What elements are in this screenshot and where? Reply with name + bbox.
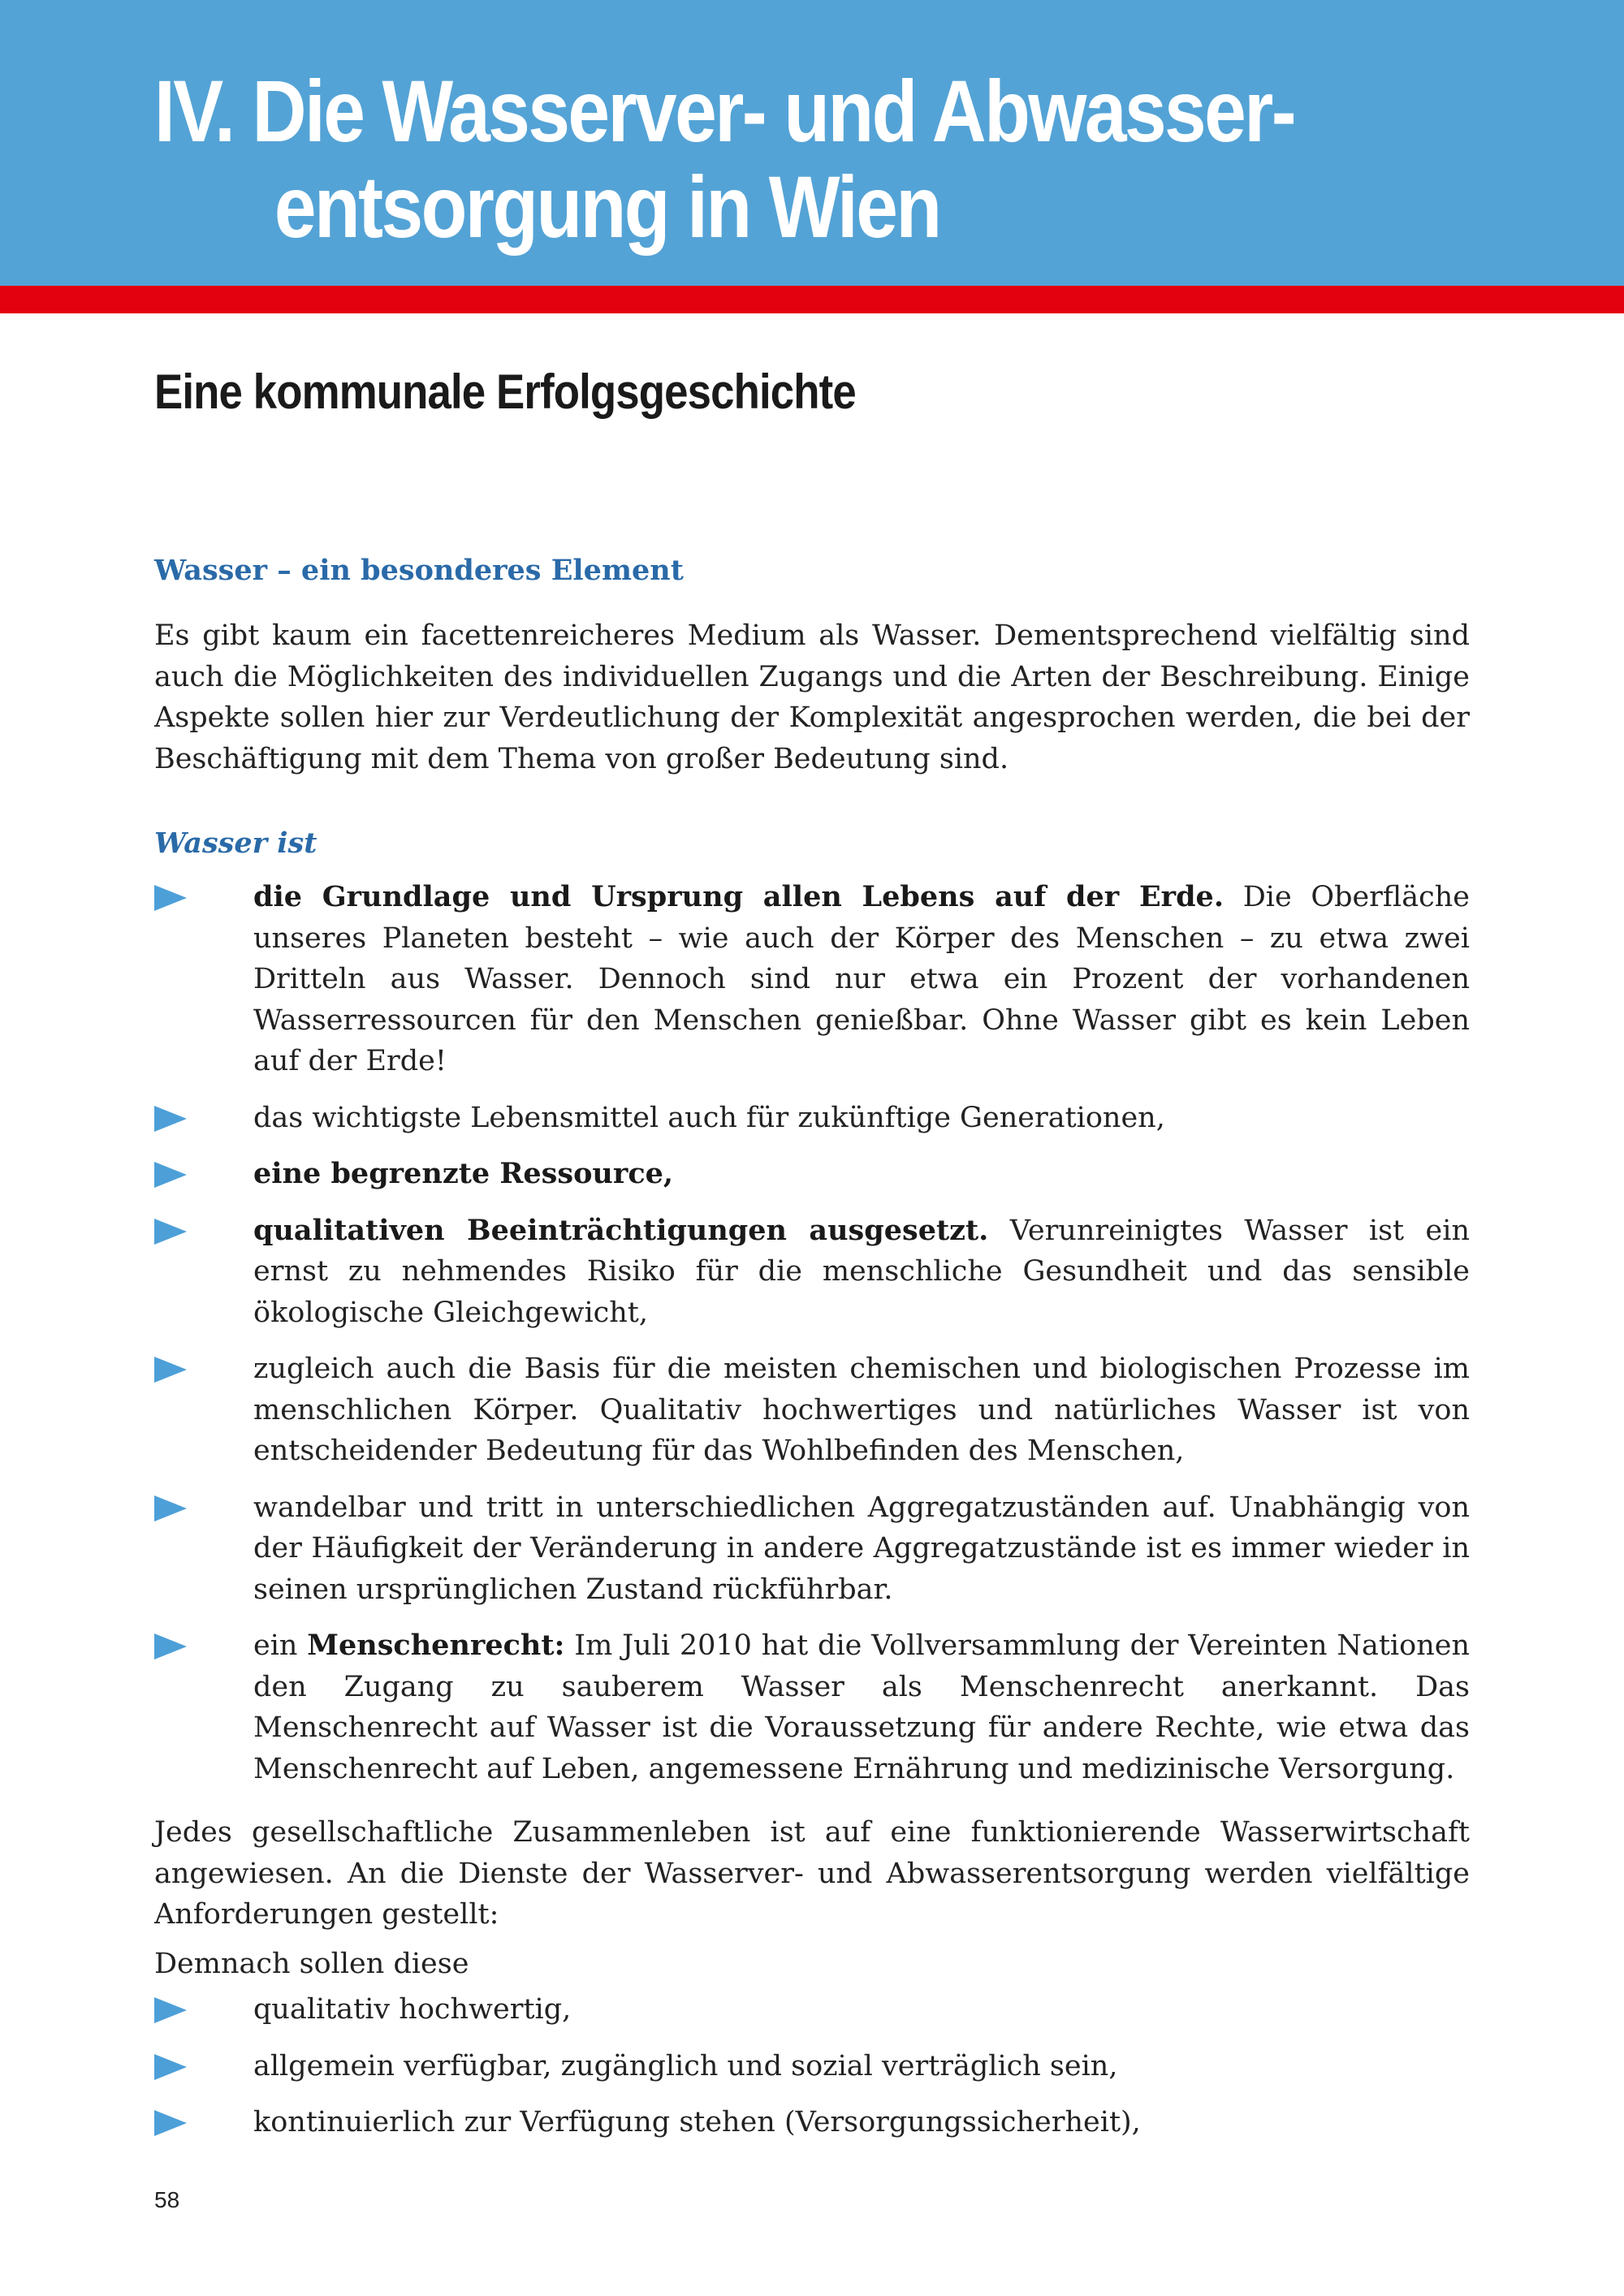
header-red-stripe <box>0 286 1624 313</box>
list-item-body: das wichtigste Lebensmittel auch für zukünftige Generationen, <box>253 1101 1165 1134</box>
list-item <box>154 1625 1470 1789</box>
intro-paragraph: Es gibt kaum ein facettenreicheres Medium als Wasser. Dementsprechend vielfältig sind auch die Möglichkeiten des individuellen Zugangs und die Arten der Beschreibung. Einige Aspekte sollen hier zur Verdeutlichung der Komplexität angesprochen werden, die bei der Beschäftigung mit dem Thema von großer Bedeutung sind. <box>154 619 1470 775</box>
list-item-text <box>253 1491 1470 1606</box>
triangle-bullet-icon <box>154 1162 187 1188</box>
requirement-item <box>154 2102 1470 2143</box>
triangle-bullet-icon <box>154 1357 187 1383</box>
closing-paragraph: Jedes gesellschaftliche Zusammenleben ist auf eine funktionierende Wasserwirtschaft angewiesen. An die Dienste der Wasserver- und Abwasserentsorgung werden vielfältige Anforderungen gestellt: <box>154 1816 1470 1931</box>
requirement-text: qualitativ hochwertig, <box>253 1993 572 2026</box>
requirement-item <box>154 1989 1470 2031</box>
list-item-text <box>253 881 1470 1077</box>
triangle-bullet-icon <box>154 1106 187 1132</box>
triangle-bullet-icon <box>154 1495 187 1521</box>
list-item-body: Im Juli 2010 hat die Vollversammlung der Vereinten Nationen den Zugang zu sauberem Wasser als Menschenrecht anerkannt. Das Menschenrecht auf Wasser ist die Voraussetzung für andere Rechte, wie etwa das Menschenrecht auf Leben, angemessene Ernährung und medizinische Versorgung. <box>253 1629 1470 1785</box>
chapter-title <box>154 63 1294 255</box>
list-item-body: Die Oberfläche unseres Planeten besteht – wie auch der Körper des Menschen – zu etwa zwei Dritteln aus Wasser. Dennoch sind nur etwa ein Prozent der vorhandenen Wasserressourcen für den Menschen genießbar. Ohne Wasser gibt es kein Leben auf der Erde! <box>253 881 1470 1077</box>
requirements-list <box>154 1989 1470 2143</box>
demnach-line: Demnach sollen diese <box>154 1947 469 1980</box>
requirement-item <box>154 2046 1470 2087</box>
list-item-text <box>253 1102 1165 1134</box>
section-heading: Wasser – ein besonderes Element <box>154 554 684 587</box>
list-item-body: zugleich auch die Basis für die meisten chemischen und biologischen Prozesse im menschlichen Körper. Qualitativ hochwertiges und natürliches Wasser ist von entscheidender Bedeutung für das Wohlbefinden des Menschen, <box>253 1353 1470 1467</box>
triangle-bullet-icon <box>154 885 187 911</box>
list-item <box>154 1154 1470 1195</box>
list-item-text <box>253 1158 673 1190</box>
list-item-bold: eine begrenzte Ressource, <box>253 1157 674 1190</box>
list-item-bold: Menschenrecht: <box>307 1629 565 1662</box>
list-item-text <box>253 1353 1470 1467</box>
main-content <box>154 550 1470 2159</box>
requirement-text: kontinuierlich zur Verfügung stehen (Versorgungssicherheit), <box>253 2106 1141 2138</box>
list-item <box>154 1487 1470 1611</box>
list-item-bold: qualitativen Beeinträchtigungen ausgesetzt. <box>253 1213 989 1247</box>
requirement-text: allgemein verfügbar, zugänglich und sozial verträglich sein, <box>253 2049 1118 2082</box>
list-item <box>154 1098 1470 1139</box>
triangle-bullet-icon <box>154 2054 187 2080</box>
list-item-text <box>253 1215 1470 1329</box>
list-item-prefix: ein <box>253 1629 308 1662</box>
list-item <box>154 1349 1470 1472</box>
triangle-bullet-icon <box>154 1997 187 2023</box>
triangle-bullet-icon <box>154 2110 187 2136</box>
page-number: 58 <box>154 2187 180 2212</box>
triangle-bullet-icon <box>154 1219 187 1245</box>
list-item <box>154 877 1470 1082</box>
chapter-title-line2: entsorgung in Wien <box>274 158 940 256</box>
list-item <box>154 1211 1470 1334</box>
list-item-body: wandelbar und tritt in unterschiedlichen Aggregatzuständen auf. Unabhängig von der Häufigkeit der Veränderung in andere Aggregatzustände ist es immer wieder in seinen ursprünglichen Zustand rückführbar. <box>253 1491 1470 1606</box>
list-item-body: Verunreinigtes Wasser ist ein ernst zu nehmendes Risiko für die menschliche Gesundheit und das sensible ökologische Gleichgewicht, <box>253 1214 1470 1329</box>
water-properties-list <box>154 877 1470 1789</box>
list-item-text <box>253 1629 1470 1785</box>
triangle-bullet-icon <box>154 1634 187 1659</box>
page-subtitle: Eine kommunale Erfolgsgeschichte <box>154 365 856 419</box>
list-item-bold: die Grundlage und Ursprung allen Lebens auf der Erde. <box>253 880 1224 913</box>
chapter-title-line1: IV. Die Wasserver- und Abwasser- <box>154 62 1295 160</box>
list-heading: Wasser ist <box>154 826 317 860</box>
